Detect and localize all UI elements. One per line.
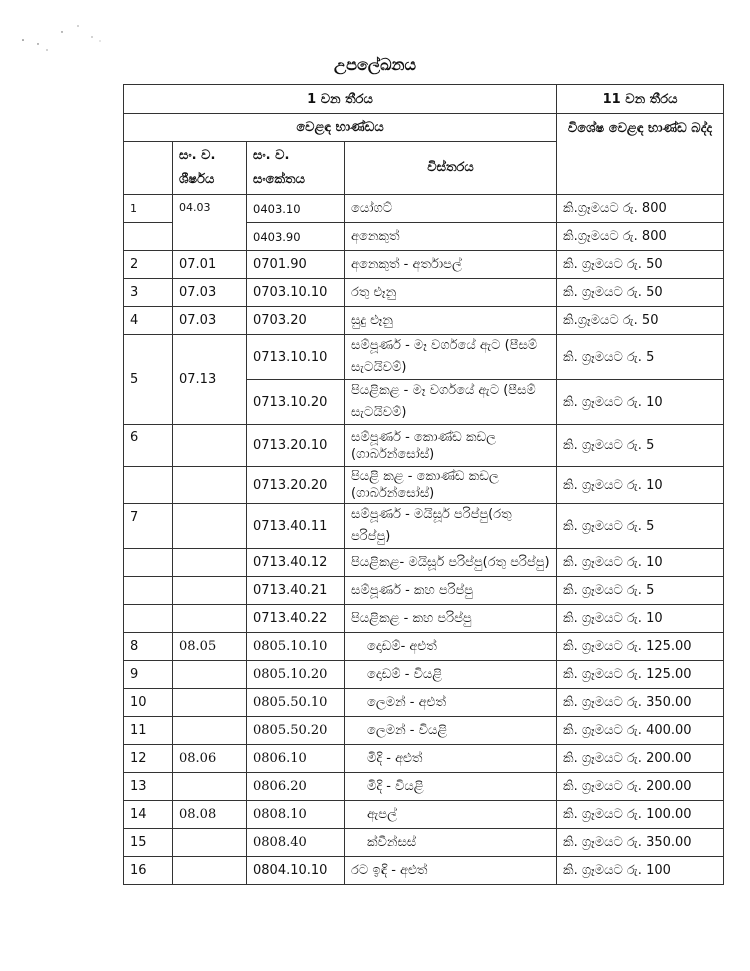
hs-code: 0703.10.10	[247, 279, 345, 307]
hs-code: 0808.40	[247, 829, 345, 857]
levy-rate: කි. ග්‍රෑමයට රු. 5	[557, 504, 724, 549]
hs-heading	[173, 577, 247, 605]
row-number	[124, 605, 173, 633]
hs-code: 0713.40.22	[247, 605, 345, 633]
table-row	[124, 307, 724, 335]
row-number: 3	[124, 279, 173, 307]
table-row	[124, 773, 724, 801]
hs-heading-header: සං. ව. ශීර්ෂය	[173, 142, 247, 195]
description: රට ඉඳි - අළුත්	[345, 857, 557, 885]
levy-rate: කි. ග්‍රෑමයට රු. 200.00	[557, 773, 724, 801]
table-row	[124, 857, 724, 885]
hs-code: 0713.40.21	[247, 577, 345, 605]
hs-code: 0805.50.10	[247, 689, 345, 717]
hs-code: 0713.40.11	[247, 504, 345, 549]
levy-rate: කි. ග්‍රෑමයට රු. 5	[557, 335, 724, 380]
table-row	[124, 829, 724, 857]
hs-heading	[173, 689, 247, 717]
row-number: 9	[124, 661, 173, 689]
levy-rate: කි. ග්‍රෑමයට රු. 50	[557, 251, 724, 279]
levy-rate: කි.ග්‍රෑමයට රු. 800	[557, 223, 724, 251]
hs-heading	[173, 857, 247, 885]
hs-heading: 08.05	[173, 633, 247, 661]
description: ලෙමන් - අළුත්	[345, 689, 557, 717]
row-number: 1	[124, 195, 173, 223]
hs-heading	[173, 661, 247, 689]
header-row-columns	[124, 85, 724, 114]
page-title: උපලේඛනය	[333, 55, 417, 74]
description: පියළි කළ - කොණ්ඩ කඩල (ගාර්බන්සෝස්)	[345, 467, 557, 504]
row-number: 12	[124, 745, 173, 773]
description: ක්වීන්සස්	[345, 829, 557, 857]
levy-rate: කි.ග්‍රෑමයට රු. 50	[557, 307, 724, 335]
row-number: 4	[124, 307, 173, 335]
goods-subhead: වෙළඳ භාණ්ඩය	[124, 114, 557, 142]
hs-heading: 07.03	[173, 279, 247, 307]
hs-code: 0403.10	[247, 195, 345, 223]
hs-heading	[173, 467, 247, 504]
description: දොඩම්- අළුත්	[345, 633, 557, 661]
description: මිදි - වියළි	[345, 773, 557, 801]
hs-code-header: සං. ව. සංකේතය	[247, 142, 345, 195]
table-row	[124, 717, 724, 745]
row-number: 7	[124, 504, 173, 549]
table-row	[124, 425, 724, 467]
hs-heading: 04.03	[173, 195, 247, 251]
description: අනෙකුත්	[345, 223, 557, 251]
row-number	[124, 549, 173, 577]
levy-rate: කි. ග්‍රෑමයට රු. 10	[557, 605, 724, 633]
description: මිදි - අළුත්	[345, 745, 557, 773]
hs-heading: 07.13	[173, 335, 247, 425]
table-row	[124, 745, 724, 773]
table-row	[124, 195, 724, 223]
hs-heading	[173, 773, 247, 801]
hs-code: 0808.10	[247, 801, 345, 829]
hs-heading	[173, 504, 247, 549]
hs-heading: 07.03	[173, 307, 247, 335]
description: යෝගට්	[345, 195, 557, 223]
col-11-header: 11 වන තීරය	[557, 85, 724, 114]
row-number: 13	[124, 773, 173, 801]
description: දොඩම් - වියළි	[345, 661, 557, 689]
hs-heading	[173, 549, 247, 577]
hs-heading	[173, 829, 247, 857]
number-header-blank	[124, 142, 173, 195]
levy-rate: කි. ග්‍රෑමයට රු. 10	[557, 467, 724, 504]
table-row	[124, 801, 724, 829]
hs-heading: 07.01	[173, 251, 247, 279]
table-row	[124, 549, 724, 577]
description: පියළිකළ- මයිසූර් පරිප්පු(රතු පරිප්පු)	[345, 549, 557, 577]
hs-heading: 08.06	[173, 745, 247, 773]
row-number: 15	[124, 829, 173, 857]
description: පියළිකළ - කහ පරිප්පු	[345, 605, 557, 633]
hs-code: 0805.10.20	[247, 661, 345, 689]
levy-rate: කි. ග්‍රෑමයට රු. 50	[557, 279, 724, 307]
hs-code: 0806.20	[247, 773, 345, 801]
row-number: 14	[124, 801, 173, 829]
table-row	[124, 661, 724, 689]
levy-rate: කි. ග්‍රෑමයට රු. 350.00	[557, 689, 724, 717]
description: පියළිකළ - මෑ වර්ගයේ ඇට (පීසම් සැටයිවම්)	[345, 380, 557, 425]
row-number: 8	[124, 633, 173, 661]
hs-code: 0713.40.12	[247, 549, 345, 577]
levy-table	[123, 84, 724, 885]
col-1-header: 1 වන තීරය	[124, 85, 557, 114]
description: සම්පූර්ණ - කොණ්ඩ කඩල (ගාර්බන්සෝස්)	[345, 425, 557, 467]
hs-code: 0713.10.20	[247, 380, 345, 425]
levy-rate: කි. ග්‍රෑමයට රු. 10	[557, 549, 724, 577]
hs-heading	[173, 605, 247, 633]
description: සම්පූර්ණ - මෑ වර්ගයේ ඇට (පීසම් සැටයිවම්)	[345, 335, 557, 380]
header-row-subheads	[124, 114, 724, 142]
row-number: 10	[124, 689, 173, 717]
row-number: 2	[124, 251, 173, 279]
table-row	[124, 251, 724, 279]
table-row	[124, 605, 724, 633]
levy-rate: කි. ග්‍රෑමයට රු. 200.00	[557, 745, 724, 773]
table-row	[124, 279, 724, 307]
description: අනෙකුත් - අර්තාපල්	[345, 251, 557, 279]
table-row	[124, 335, 724, 380]
levy-rate: කි. ග්‍රෑමයට රු. 125.00	[557, 633, 724, 661]
table-row	[124, 504, 724, 549]
hs-code: 0713.10.10	[247, 335, 345, 380]
hs-code: 0806.10	[247, 745, 345, 773]
description: ලෙමන් - වියළි	[345, 717, 557, 745]
hs-code: 0805.50.20	[247, 717, 345, 745]
hs-code: 0713.20.10	[247, 425, 345, 467]
row-number	[124, 467, 173, 504]
levy-rate: කි. ග්‍රෑමයට රු. 350.00	[557, 829, 724, 857]
description: රතු ළූනු	[345, 279, 557, 307]
row-number: 16	[124, 857, 173, 885]
row-number: 5	[124, 335, 173, 425]
hs-code: 0713.20.20	[247, 467, 345, 504]
description-header: විස්තරය	[345, 142, 557, 195]
description: සම්පූර්ණ - කහ පරිප්පු	[345, 577, 557, 605]
levy-rate: කි. ග්‍රෑමයට රු. 10	[557, 380, 724, 425]
table-row	[124, 689, 724, 717]
table-row	[124, 633, 724, 661]
levy-rate: කි. ග්‍රෑමයට රු. 100.00	[557, 801, 724, 829]
hs-code: 0804.10.10	[247, 857, 345, 885]
description: සම්පූර්ණ - මයිසූර් පරිප්පු(රතු පරිප්පු)	[345, 504, 557, 549]
row-number: 6	[124, 425, 173, 467]
table-row	[124, 467, 724, 504]
description: ඇපල්	[345, 801, 557, 829]
hs-heading	[173, 717, 247, 745]
description: සුදු ළූනු	[345, 307, 557, 335]
levy-rate: කි. ග්‍රෑමයට රු. 5	[557, 425, 724, 467]
row-number: 11	[124, 717, 173, 745]
levy-subhead: විශේෂ වෙළඳ භාණ්ඩ බද්ද	[557, 114, 724, 195]
row-number	[124, 577, 173, 605]
hs-heading	[173, 425, 247, 467]
row-number	[124, 223, 173, 251]
levy-rate: කි. ග්‍රෑමයට රු. 125.00	[557, 661, 724, 689]
levy-rate: කි. ග්‍රෑමයට රු. 100	[557, 857, 724, 885]
levy-rate: කි. ග්‍රෑමයට රු. 400.00	[557, 717, 724, 745]
levy-rate: කි. ග්‍රෑමයට රු. 5	[557, 577, 724, 605]
hs-code: 0403.90	[247, 223, 345, 251]
table-row	[124, 577, 724, 605]
levy-rate: කි.ග්‍රෑමයට රු. 800	[557, 195, 724, 223]
hs-heading: 08.08	[173, 801, 247, 829]
hs-code: 0701.90	[247, 251, 345, 279]
hs-code: 0805.10.10	[247, 633, 345, 661]
hs-code: 0703.20	[247, 307, 345, 335]
